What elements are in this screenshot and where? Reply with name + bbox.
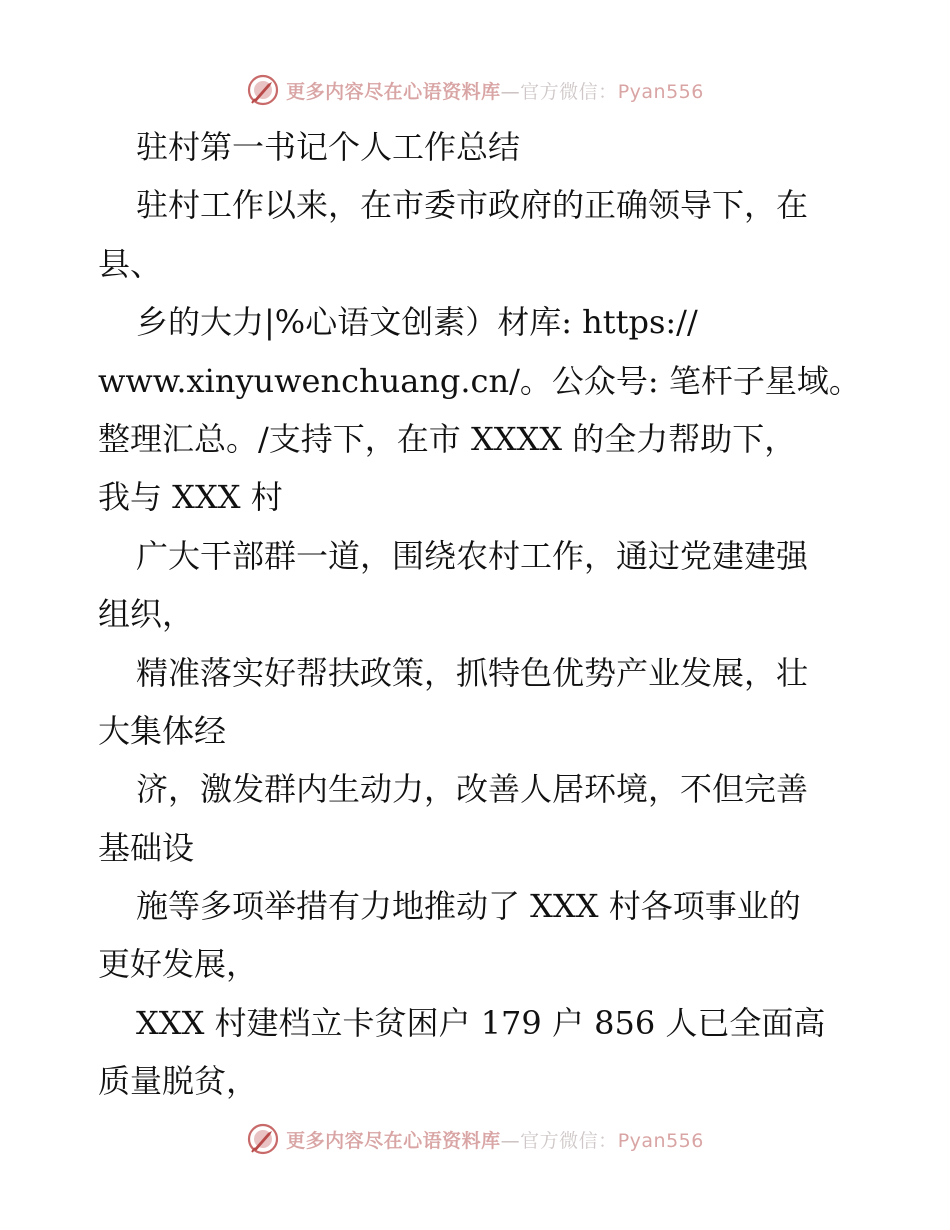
paragraph-line: 大集体经: [98, 711, 227, 750]
paragraph-line: 基础设: [98, 828, 195, 867]
paragraph-line: 组织，: [98, 595, 195, 634]
banner-inner: [246, 1122, 704, 1156]
paragraph-line: 广大干部群一道，围绕农村工作，通过党建建强: [136, 536, 809, 575]
banner-text: 更多内容尽在心语资料库—官方微信：Pyan556: [286, 80, 704, 103]
document-title: 驻村第一书记个人工作总结: [136, 128, 521, 166]
paragraph-line: 济，激发群内生动力，改善人居环境，不但完善: [136, 770, 809, 809]
pen-nib-logo-icon: [246, 1122, 280, 1156]
paragraph-line: 整理汇总。/支持下，在市 XXXX 的全力帮助下，: [98, 419, 797, 458]
paragraph-line: www.xinyuwenchuang.cn/。公众号: 笔杆子星域。: [98, 361, 861, 400]
document-body: [98, 118, 861, 1111]
paragraph-line: 更好发展，: [98, 945, 259, 984]
paragraph-line: 县、: [98, 244, 163, 283]
banner-text: 更多内容尽在心语资料库—官方微信：Pyan556: [286, 1129, 704, 1152]
footer-watermark-banner: [0, 1119, 950, 1159]
paragraph-line: 驻村工作以来，在市委市政府的正确领导下，在: [136, 186, 809, 225]
paragraph-line: 我与 XXX 村: [98, 478, 283, 517]
header-watermark-banner: [0, 70, 950, 110]
paragraph-line: 乡的大力|%心语文创素）材库: https://: [136, 303, 698, 342]
paragraph-line: XXX 村建档立卡贫困户 179 户 856 人已全面高: [136, 1003, 826, 1042]
paragraph-line: 质量脱贫，: [98, 1062, 259, 1101]
paragraph-line: 施等多项举措有力地推动了 XXX 村各项事业的: [136, 887, 801, 926]
pen-nib-logo-icon: [246, 73, 280, 107]
banner-inner: [246, 73, 704, 107]
paragraph-line: 精准落实好帮扶政策，抓特色优势产业发展，壮: [136, 653, 809, 692]
